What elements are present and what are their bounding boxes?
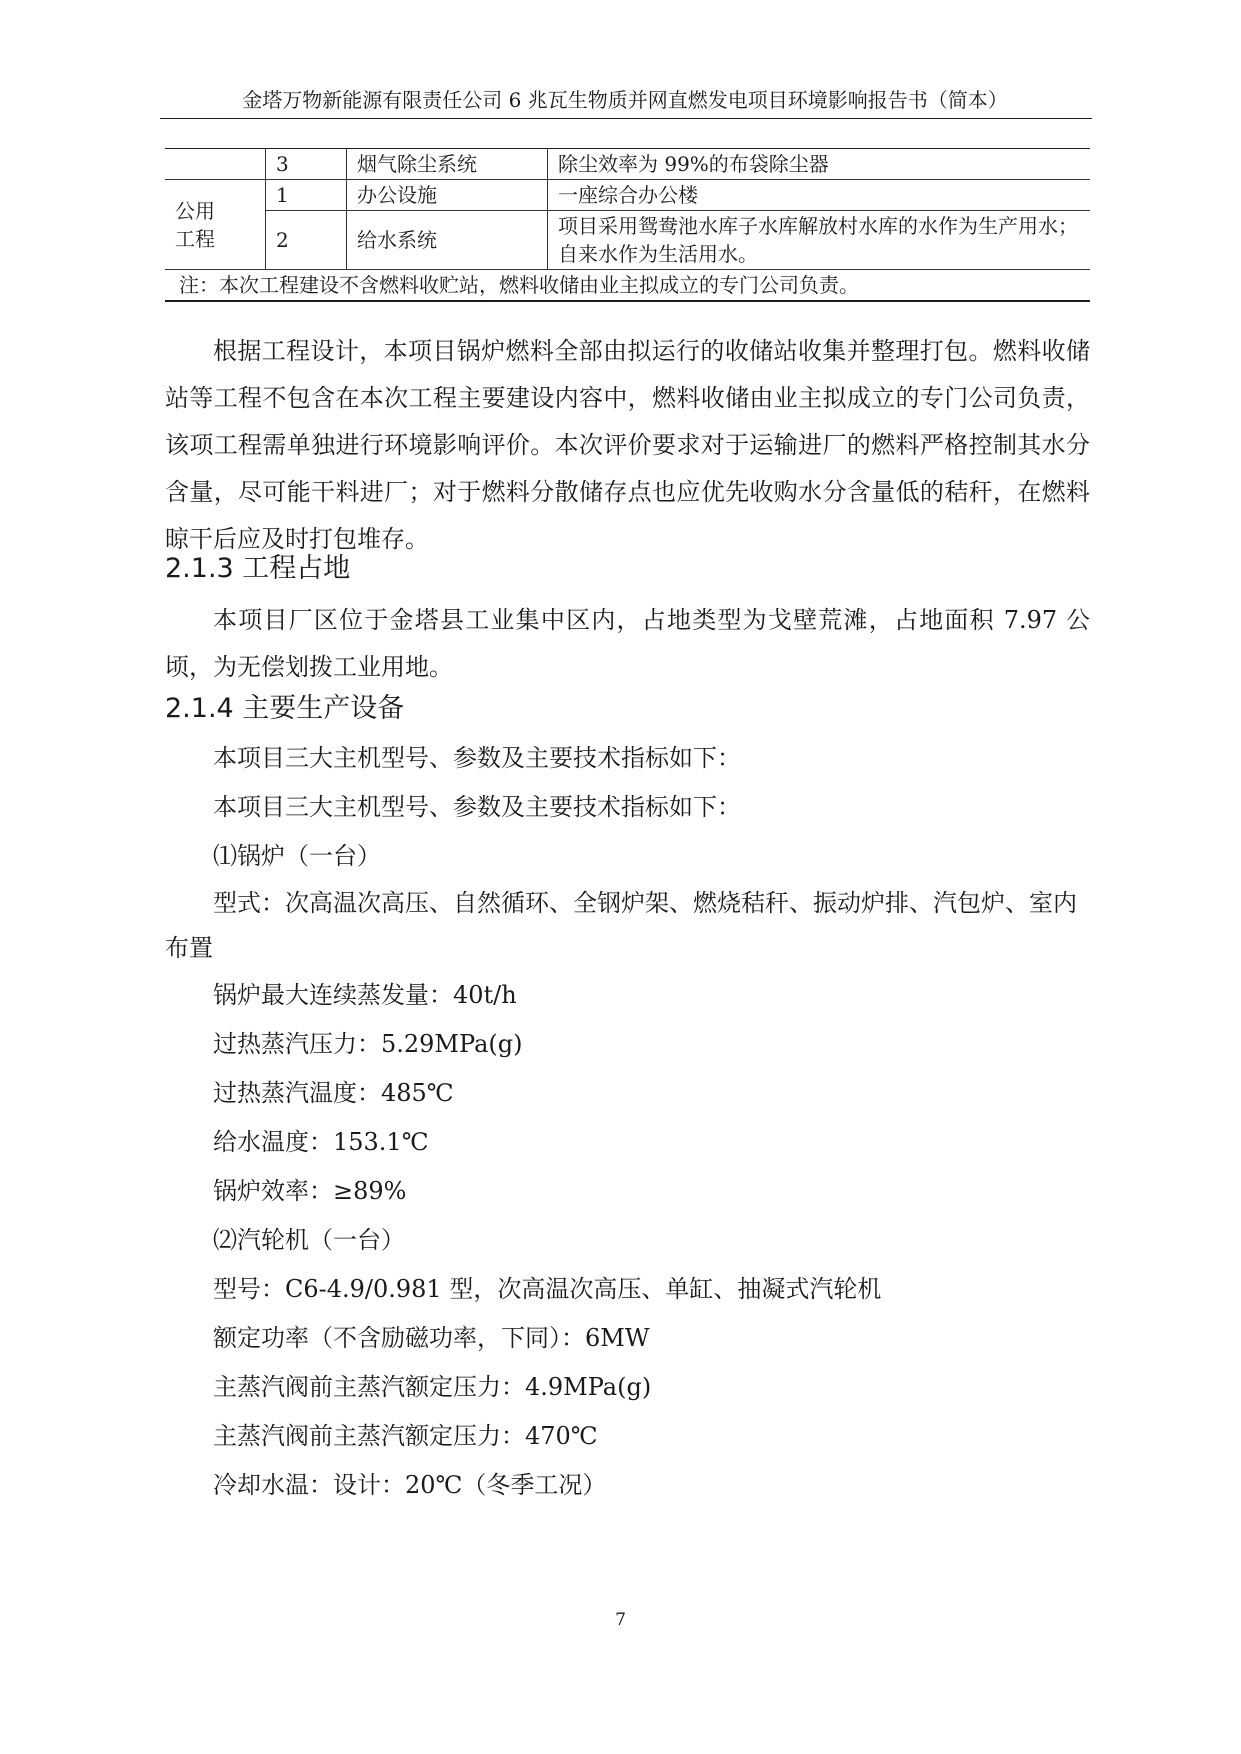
table-category-cell: 公用 工程 xyxy=(165,180,266,270)
table-row xyxy=(165,149,1090,180)
boiler-type: 型式：次高温次高压、自然循环、全钢炉架、燃烧秸秆、振动炉排、汽包炉、室内布置 xyxy=(165,889,1077,962)
table-cell-name: 烟气除尘系统 xyxy=(347,149,548,180)
turbine-power: 额定功率（不含励磁功率，下同）：6MW xyxy=(213,1324,650,1352)
table-note: 注：本次工程建设不含燃料收贮站，燃料收储由业主拟成立的专门公司负责。 xyxy=(165,270,1090,302)
table-cell-no: 2 xyxy=(266,211,347,270)
turbine-pressure: 主蒸汽阀前主蒸汽额定压力：4.9MPa(g) xyxy=(213,1373,652,1401)
boiler-title: ⑴锅炉（一台） xyxy=(213,842,381,870)
table-row xyxy=(165,211,1090,270)
boiler-feedwater-temp: 给水温度：153.1℃ xyxy=(213,1128,429,1156)
table-note-row xyxy=(165,270,1090,302)
equipment-intro: 本项目三大主机型号、参数及主要技术指标如下： xyxy=(213,793,741,821)
boiler-efficiency: 锅炉效率：≥89% xyxy=(213,1177,407,1205)
table-cell-desc: 除尘效率为 99%的布袋除尘器 xyxy=(548,149,1091,180)
table-row xyxy=(165,180,1090,211)
paragraph-fuel: 根据工程设计，本项目锅炉燃料全部由拟运行的收储站收集并整理打包。燃料收储站等工程不包含在本次工程主要建设内容中，燃料收储由业主拟成立的专门公司负责，该项工程需单独进行环境影响评价。本次评价要求对于运输进厂的燃料严格控制其水分含量，尽可能干料进厂；对于燃料分散储存点也应优先收购水分含量低的秸秆，在燃料晾干后应及时打包堆存。 xyxy=(165,337,1090,553)
page-number: 7 xyxy=(615,1610,626,1630)
table-cell-no: 1 xyxy=(266,180,347,211)
table-category-cell-empty xyxy=(165,149,266,180)
table-cell-desc: 一座综合办公楼 xyxy=(548,180,1091,211)
turbine-title: ⑵汽轮机（一台） xyxy=(213,1226,405,1254)
table-cell-name: 办公设施 xyxy=(347,180,548,211)
project-table xyxy=(165,148,1090,302)
equipment-intro: 本项目三大主机型号、参数及主要技术指标如下： xyxy=(213,744,741,772)
boiler-pressure: 过热蒸汽压力：5.29MPa(g) xyxy=(213,1030,523,1058)
paragraph-fuel-block xyxy=(165,328,1090,563)
page-header: 金塔万物新能源有限责任公司 6 兆瓦生物质并网直燃发电项目环境影响报告书（简本） xyxy=(242,88,1008,112)
paragraph-land: 本项目厂区位于金塔县工业集中区内，占地类型为戈壁荒滩，占地面积 7.97 公顷，为无偿划拨工业用地。 xyxy=(165,606,1090,681)
header-rule xyxy=(160,118,1092,119)
table-cell-no: 3 xyxy=(266,149,347,180)
equipment-list xyxy=(165,734,1090,1510)
section-heading-213: 2.1.3 工程占地 xyxy=(165,553,351,584)
turbine-temperature: 主蒸汽阀前主蒸汽额定压力：470℃ xyxy=(213,1422,598,1450)
table-cell-desc: 项目采用鸳鸯池水库子水库解放村水库的水作为生产用水； 自来水作为生活用水。 xyxy=(548,211,1091,270)
boiler-evaporation: 锅炉最大连续蒸发量：40t/h xyxy=(213,981,517,1009)
boiler-temperature: 过热蒸汽温度：485℃ xyxy=(213,1079,454,1107)
turbine-model: 型号：C6-4.9/0.981 型，次高温次高压、单缸、抽凝式汽轮机 xyxy=(213,1275,882,1303)
section-heading-214: 2.1.4 主要生产设备 xyxy=(165,693,405,724)
paragraph-land-block xyxy=(165,597,1090,691)
table-cell-name: 给水系统 xyxy=(347,211,548,270)
turbine-cooling-water: 冷却水温：设计：20℃（冬季工况） xyxy=(213,1471,607,1499)
